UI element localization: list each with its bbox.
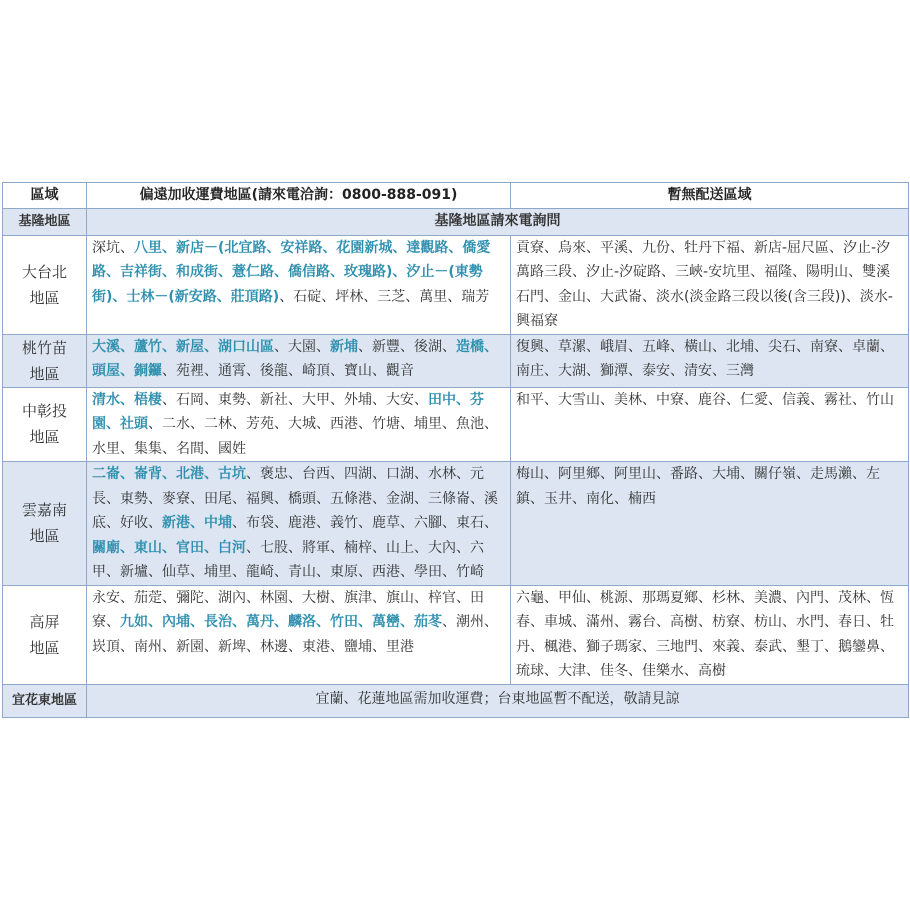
region-cell bbox=[3, 235, 87, 334]
region-cell bbox=[3, 462, 87, 586]
remote-area-text: 、七股、將軍、楠梓、山上、大內、六甲、新壚、仙草、埔里、龍崎、青山、東原、西港、學田、竹崎 bbox=[92, 539, 484, 580]
table-row bbox=[3, 585, 909, 684]
remote-areas-cell bbox=[87, 462, 511, 586]
remote-areas-cell bbox=[87, 334, 511, 387]
header-remote-surcharge: 偏遠加收運費地區(請來電洽詢：0800-888-091) bbox=[87, 183, 511, 209]
region-name: 大台北 bbox=[21, 262, 67, 281]
region-name: 中彰投 bbox=[21, 402, 67, 421]
table-row-keelung bbox=[3, 208, 909, 235]
remote-areas-cell bbox=[87, 235, 511, 334]
region-keelung: 基隆地區 bbox=[3, 208, 87, 235]
table-row-east bbox=[3, 684, 909, 718]
shipping-area-document bbox=[2, 182, 908, 718]
remote-area-text: 、新豐、後湖、 bbox=[358, 338, 456, 355]
remote-area-highlight: 清水、梧棲 bbox=[92, 391, 162, 408]
region-cell bbox=[3, 387, 87, 462]
remote-area-text: 、石岡、東勢、新社、大甲、外埔、大安、 bbox=[162, 391, 428, 408]
remote-area-highlight: 新埔 bbox=[330, 338, 358, 355]
remote-area-highlight: 田中、芬園、社頭 bbox=[92, 391, 484, 432]
no-delivery-cell: 和平、大雪山、美林、中寮、鹿谷、仁愛、信義、霧社、竹山 bbox=[511, 387, 909, 462]
remote-area-text: 、二水、二林、芳苑、大城、西港、竹塘、埔里、魚池、水里、集集、名間、國姓 bbox=[92, 416, 498, 457]
table-row bbox=[3, 334, 909, 387]
remote-area-highlight: 八里、新店－(北宜路、安祥路、花園新城、達觀路、僑愛路、吉祥街、和成街、薏仁路、僑信路、玫瑰路)、汐止－(東勢街)、士林－(新安路、莊頂路) bbox=[92, 239, 491, 305]
no-delivery-cell: 六龜、甲仙、桃源、那瑪夏鄉、杉林、美濃、內門、茂林、恆春、車城、滿州、霧台、高樹、枋寮、枋山、水門、春日、牡丹、楓港、獅子瑪家、三地門、來義、泰武、墾丁、鵝鑾鼻、琉球、大津、佳冬、佳樂水、高樹 bbox=[511, 585, 909, 684]
region-suffix: 地區 bbox=[29, 288, 60, 307]
no-delivery-cell: 貢寮、烏來、平溪、九份、牡丹下福、新店-屈尺區、汐止-汐萬路三段、汐止-汐碇路、三峽-安坑里、福隆、陽明山、雙溪石門、金山、大武崙、淡水(淡金路三段以後(含三段))、淡水-興福寮 bbox=[511, 235, 909, 334]
east-note: 宜蘭、花蓮地區需加收運費；台東地區暫不配送，敬請見諒 bbox=[87, 684, 909, 718]
table-row bbox=[3, 235, 909, 334]
region-suffix: 地區 bbox=[29, 364, 60, 383]
remote-area-text: 、大園、 bbox=[274, 338, 330, 355]
header-no-delivery: 暫無配送區域 bbox=[511, 183, 909, 209]
no-delivery-cell: 復興、草漯、峨眉、五峰、橫山、北埔、尖石、南寮、卓蘭、南庄、大湖、獅潭、泰安、清安、三灣 bbox=[511, 334, 909, 387]
region-suffix: 地區 bbox=[29, 428, 60, 447]
remote-area-text: 、石碇、坪林、三芝、萬里、瑞芳 bbox=[279, 288, 490, 305]
remote-area-text: 深坑、 bbox=[92, 239, 134, 256]
keelung-note: 基隆地區請來電詢問 bbox=[87, 208, 909, 235]
header-region: 區域 bbox=[3, 183, 87, 209]
remote-areas-cell bbox=[87, 387, 511, 462]
region-east: 宜花東地區 bbox=[3, 684, 87, 718]
no-delivery-cell: 梅山、阿里鄉、阿里山、番路、大埔、關仔嶺、走馬瀨、左鎮、玉井、南化、楠西 bbox=[511, 462, 909, 586]
region-name: 桃竹苗 bbox=[21, 338, 67, 357]
region-cell bbox=[3, 585, 87, 684]
remote-area-highlight: 二崙、崙背、北港、古坑 bbox=[92, 466, 246, 482]
remote-area-text: 、潮州、崁頂、南州、新園、新埤、林邊、東港、鹽埔、里港 bbox=[92, 614, 498, 655]
region-cell bbox=[3, 334, 87, 387]
remote-area-highlight: 新港、中埔 bbox=[162, 515, 232, 531]
table-row bbox=[3, 462, 909, 586]
remote-area-highlight: 關廟、東山、官田、白河 bbox=[92, 539, 246, 556]
region-name: 雲嘉南 bbox=[21, 501, 67, 520]
region-suffix: 地區 bbox=[29, 527, 60, 546]
region-suffix: 地區 bbox=[29, 638, 60, 657]
remote-area-highlight: 九如、內埔、長治、萬丹、麟洛、竹田、萬巒、茄苳 bbox=[120, 614, 442, 630]
remote-area-text: 、褒忠、台西、四湖、口湖、水林、元長、東勢、麥寮、田尾、福興、橋頭、五條港、金湖、三條崙、溪底、好收、 bbox=[92, 466, 498, 531]
remote-areas-cell bbox=[87, 585, 511, 684]
remote-area-highlight: 造橋、頭屋、銅鑼 bbox=[92, 338, 498, 379]
remote-area-text: 、布袋、鹿港、義竹、鹿草、六腳、東石、 bbox=[232, 515, 498, 531]
remote-area-text: 、苑裡、通霄、後龍、崎頂、寶山、觀音 bbox=[162, 363, 414, 379]
remote-area-text: 永安、茄萣、彌陀、湖內、林園、大樹、旗津、旗山、梓官、田寮、 bbox=[92, 589, 484, 630]
region-name: 高屏 bbox=[29, 612, 60, 631]
shipping-area-table bbox=[2, 182, 909, 718]
table-row bbox=[3, 387, 909, 462]
table-header-row bbox=[3, 183, 909, 209]
remote-area-highlight: 大溪、蘆竹、新屋、湖口山區 bbox=[92, 338, 274, 355]
